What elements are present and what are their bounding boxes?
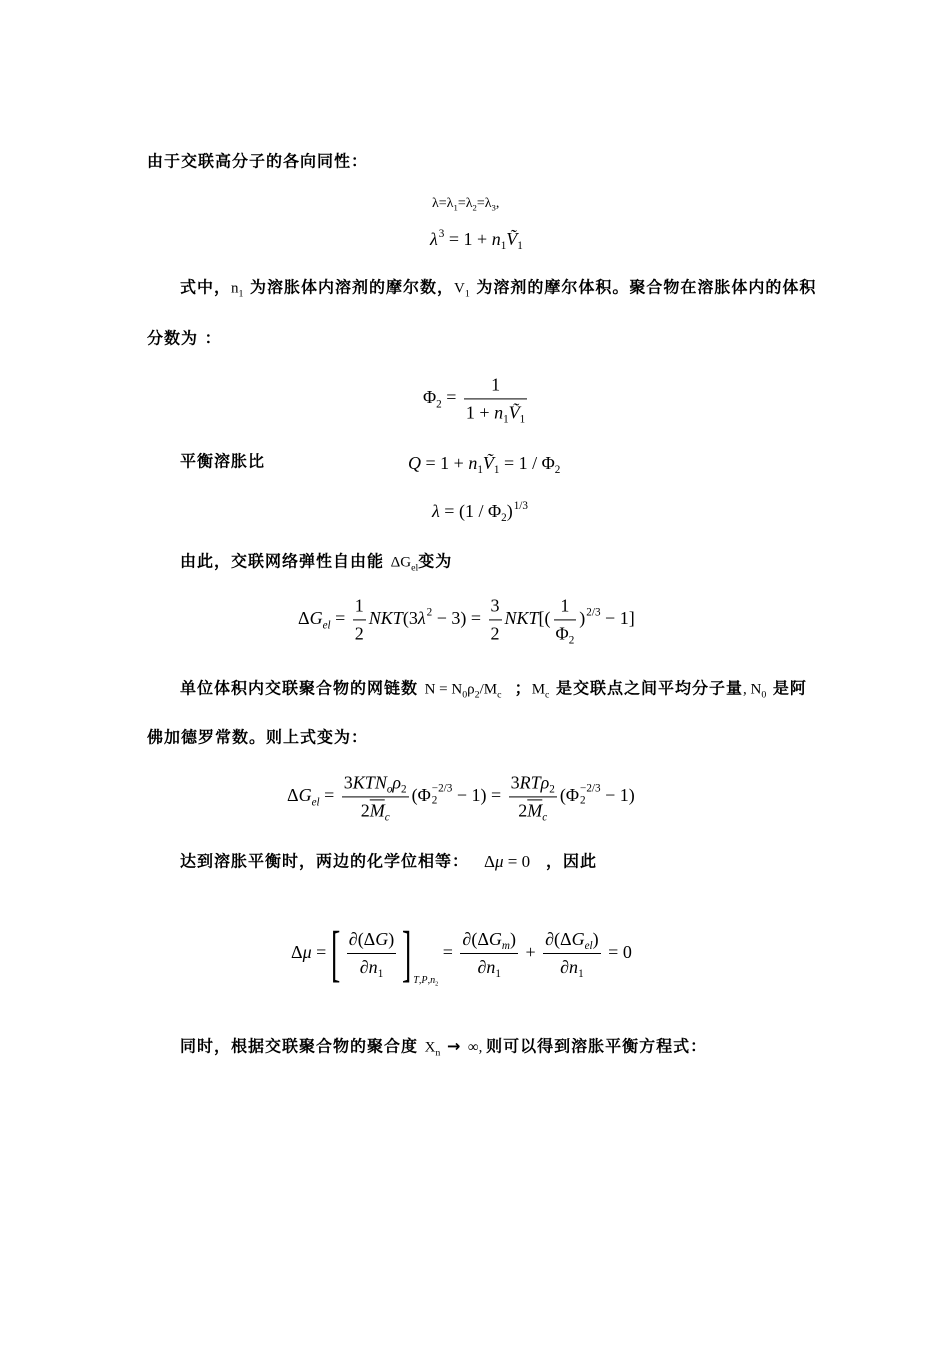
math-text: N = N	[424, 681, 463, 698]
math-text: ,	[427, 974, 431, 986]
math-variable: λ	[430, 229, 438, 249]
math-variable: RTρ	[519, 772, 550, 793]
math-text: /M	[479, 681, 498, 698]
chinese-text: 达到溶胀平衡时，两边的化学位相等：	[180, 851, 470, 871]
math-variable: μ	[302, 942, 312, 963]
math-text: =	[441, 387, 461, 408]
subscript: 1	[495, 968, 501, 981]
volume-fraction-label	[147, 328, 222, 351]
subscript: 2	[580, 794, 586, 807]
chinese-text: 平衡溶胀比	[180, 451, 266, 471]
subscript: c	[384, 811, 390, 824]
fraction-denominator	[359, 797, 392, 822]
math-text: 1	[491, 374, 501, 395]
math-variable: ∂	[545, 929, 555, 950]
math-variable: Ṽ	[506, 229, 518, 249]
math-variable: μ	[494, 852, 504, 871]
math-variable: G	[488, 929, 502, 950]
fraction-numerator	[543, 929, 601, 953]
polymerization-degree-line	[180, 1036, 707, 1059]
subscript: el	[411, 562, 419, 574]
swelling-ratio-label	[180, 451, 265, 474]
fraction-denominator	[554, 620, 577, 645]
subscript: 1	[477, 464, 483, 477]
subscript: 1	[238, 288, 244, 300]
math-variable: n	[494, 402, 504, 422]
chinese-text: 是交联点之间平均分子量	[549, 678, 744, 698]
chemical-potential-equation	[291, 920, 632, 988]
math-text: )	[509, 929, 516, 950]
sub-superscript	[580, 782, 601, 807]
superscript: 2/3	[586, 606, 601, 619]
math-variable: n	[491, 229, 501, 249]
math-text: − 3) =	[432, 608, 486, 629]
subscript: m	[501, 940, 510, 953]
math-variable: n	[468, 453, 478, 473]
chinese-text: ，因此	[546, 851, 598, 871]
math-variable: λ	[417, 608, 426, 629]
math-text: = 0	[603, 942, 632, 963]
math-text: ,	[418, 974, 422, 986]
subscript: c	[542, 811, 548, 824]
bracket-expression	[330, 920, 439, 988]
math-text: (Φ	[559, 785, 580, 806]
math-variable: Ṽ	[482, 453, 494, 473]
fraction-numerator	[342, 772, 409, 796]
chinese-text: 式中，	[180, 277, 232, 297]
math-variable: G	[571, 929, 585, 950]
subscript: 3	[491, 202, 496, 213]
left-bracket: [	[330, 920, 341, 988]
math-text: M	[531, 681, 546, 698]
swelling-ratio-equation	[408, 450, 560, 476]
fraction-denominator	[516, 797, 549, 822]
subscript: c	[497, 689, 502, 701]
math-variable: ∂n	[477, 957, 496, 977]
fraction	[554, 595, 577, 647]
math-text: 3	[490, 595, 500, 616]
chinese-text: 由此，交联网络弹性自由能	[180, 551, 391, 571]
math-text: 1 +	[465, 402, 495, 422]
fraction-numerator	[489, 595, 502, 619]
superscript: −2/3	[431, 782, 453, 795]
math-text: 3	[510, 772, 520, 793]
subscript: 2	[401, 783, 407, 796]
elastic-energy-equation-2	[287, 772, 635, 824]
subscript: 2	[474, 689, 480, 701]
subscript: 1	[493, 464, 500, 477]
superscript: 3	[438, 227, 445, 240]
math-variable: NKT	[504, 608, 539, 629]
math-variable-mean: $\overline{M}$	[527, 800, 543, 820]
chinese-text: 单位体积内交联聚合物的网链数	[180, 678, 425, 698]
elastic-energy-equation-1	[298, 595, 635, 647]
chinese-text: 为溶剂的摩尔体积。聚合物在溶胀体内的体积	[469, 277, 817, 297]
math-text: ΔG	[390, 554, 412, 571]
math-text: (Δ	[471, 929, 489, 950]
math-variable: KTN	[352, 772, 387, 793]
subscript: 1	[464, 288, 470, 300]
right-bracket: ]	[402, 920, 412, 988]
math-text: (Φ	[411, 785, 431, 806]
math-variable: n	[430, 974, 436, 986]
math-variable: T	[413, 974, 419, 986]
chinese-text: 由于交联高分子的各向同性：	[147, 151, 369, 171]
math-text: =	[330, 608, 350, 629]
fraction	[464, 374, 527, 426]
fraction-numerator	[347, 929, 396, 953]
math-variable: G	[298, 785, 312, 806]
equilibrium-condition-text	[180, 851, 469, 874]
bracket-body	[341, 929, 402, 981]
math-text: − 1) =	[452, 785, 506, 806]
math-variable: ∂	[348, 929, 358, 950]
math-variable: ∂n	[560, 957, 579, 977]
math-text: ρ	[467, 681, 475, 698]
stretch-ratio-equality	[432, 193, 499, 215]
chinese-text: 为溶胀体内溶剂的摩尔数，	[243, 277, 455, 297]
subscript: 1	[578, 968, 584, 981]
math-text: 2	[518, 800, 528, 820]
therefore-text	[546, 851, 597, 874]
bracket-subscript	[413, 976, 438, 986]
sub-superscript	[432, 782, 453, 807]
subscript: 1	[517, 240, 523, 253]
fraction-denominator	[353, 620, 366, 645]
subscript: 2	[472, 202, 477, 213]
superscript: 1/3	[513, 499, 528, 512]
subscript: el	[584, 940, 593, 953]
fraction-numerator	[509, 772, 557, 796]
math-text: = 1 +	[421, 453, 469, 473]
math-text: , N	[743, 681, 762, 698]
math-variable: G	[375, 929, 389, 950]
math-text: = (1 / Φ	[439, 501, 502, 521]
subscript: 0	[761, 689, 767, 701]
solvent-definitions	[180, 277, 816, 300]
math-variable: ∂	[462, 929, 472, 950]
math-variable: Q	[408, 453, 421, 473]
math-text: n	[231, 280, 239, 297]
math-text: λ=λ	[432, 196, 454, 211]
fraction-denominator	[489, 620, 502, 645]
subscript: 1	[453, 202, 458, 213]
fraction-numerator	[353, 595, 366, 619]
chain-density-line-1	[180, 678, 807, 701]
math-text: (Δ	[357, 929, 376, 950]
fraction-numerator	[489, 374, 502, 398]
chinese-text: →	[440, 1036, 468, 1056]
math-text: ∞,	[467, 1039, 487, 1056]
subscript: o	[386, 783, 393, 796]
math-text: )	[506, 501, 513, 521]
math-variable-mean: $\overline{M}$	[369, 800, 385, 820]
math-text: )	[388, 929, 395, 950]
subscript: el	[322, 619, 331, 632]
subscript: 2	[549, 783, 555, 796]
chinese-text: 佛加德罗常数。则上式变为：	[147, 727, 369, 747]
math-text: =	[311, 942, 331, 963]
math-text: Φ	[555, 623, 569, 643]
math-text: X	[424, 1039, 436, 1056]
subscript: el	[311, 796, 320, 809]
subscript: 2	[501, 512, 507, 525]
math-text: = 0	[503, 852, 531, 871]
subscript: 2	[436, 398, 442, 411]
fraction	[342, 772, 409, 824]
math-variable: P	[421, 974, 428, 986]
math-text: (Δ	[554, 929, 572, 950]
superscript: 2	[426, 606, 433, 619]
math-text: =λ	[457, 196, 473, 211]
math-variable: Ṽ	[508, 402, 520, 422]
math-text: = 1 +	[444, 229, 492, 249]
math-text: 3	[343, 772, 353, 793]
math-text: =λ	[476, 196, 492, 211]
subscript: 1	[503, 413, 509, 426]
math-text: V	[454, 280, 465, 297]
subscript: 2	[431, 794, 438, 807]
fraction-numerator	[558, 595, 571, 619]
chinese-text: 同时，根据交联聚合物的聚合度	[180, 1036, 425, 1056]
math-variable: ∂n	[359, 957, 378, 977]
math-text: )	[592, 929, 599, 950]
math-text: ,	[495, 196, 500, 211]
chemical-potential-zero	[484, 851, 530, 873]
subscript: n	[435, 1047, 441, 1059]
math-text: =	[319, 785, 339, 806]
subscript: 2	[554, 464, 561, 477]
math-text: 2	[360, 800, 370, 820]
subscript: 2	[435, 980, 439, 988]
fraction	[347, 929, 396, 981]
math-text: +	[520, 942, 541, 963]
fraction	[489, 595, 502, 644]
lambda-phi-equation	[432, 498, 528, 524]
subscript: c	[545, 689, 550, 701]
math-text: [(	[538, 608, 551, 629]
math-text: 1	[560, 595, 570, 616]
elastic-energy-intro	[180, 551, 452, 574]
fraction	[509, 772, 557, 824]
math-text: − 1)	[600, 785, 635, 806]
chinese-text: 变为	[418, 551, 453, 571]
lambda-cubed-equation	[430, 226, 523, 252]
math-text: 2	[354, 623, 364, 643]
math-text: = 1 / Φ	[499, 453, 555, 473]
subscript: 1	[500, 240, 507, 253]
math-text: =	[438, 942, 458, 963]
fraction-denominator	[464, 399, 527, 424]
fraction-denominator	[358, 954, 385, 979]
subscript: 0	[462, 689, 468, 701]
volume-fraction-equation	[423, 374, 530, 426]
math-variable: λ	[432, 501, 440, 521]
chinese-text: 则可以得到溶胀平衡方程式：	[486, 1036, 708, 1056]
math-variable: NKT	[368, 608, 403, 629]
chain-density-line-2	[147, 727, 368, 750]
fraction	[543, 929, 601, 981]
math-text: Δ	[298, 608, 310, 629]
math-text: Φ	[423, 387, 437, 408]
math-text: Δ	[291, 942, 303, 963]
math-text: Δ	[484, 852, 495, 871]
math-text: − 1]	[600, 608, 635, 629]
fraction	[460, 929, 518, 981]
fraction-denominator	[475, 954, 502, 979]
fraction-numerator	[460, 929, 518, 953]
fraction	[353, 595, 366, 644]
math-text: 2	[490, 623, 500, 643]
subscript: 1	[377, 968, 384, 981]
superscript: −2/3	[580, 782, 601, 795]
subscript: 2	[568, 634, 575, 647]
math-text: Δ	[287, 785, 299, 806]
fraction-denominator	[558, 954, 585, 979]
chinese-text: 分数为 ：	[147, 328, 222, 348]
subscript: 1	[519, 413, 526, 426]
isotropy-statement	[147, 151, 368, 174]
math-variable: G	[309, 608, 323, 629]
chinese-text: ；	[501, 678, 532, 698]
math-text: 1	[354, 595, 364, 616]
math-variable: ρ	[392, 772, 402, 793]
chinese-text: 是阿	[766, 678, 807, 698]
math-text: )	[579, 608, 586, 629]
math-text: (3	[402, 608, 418, 629]
